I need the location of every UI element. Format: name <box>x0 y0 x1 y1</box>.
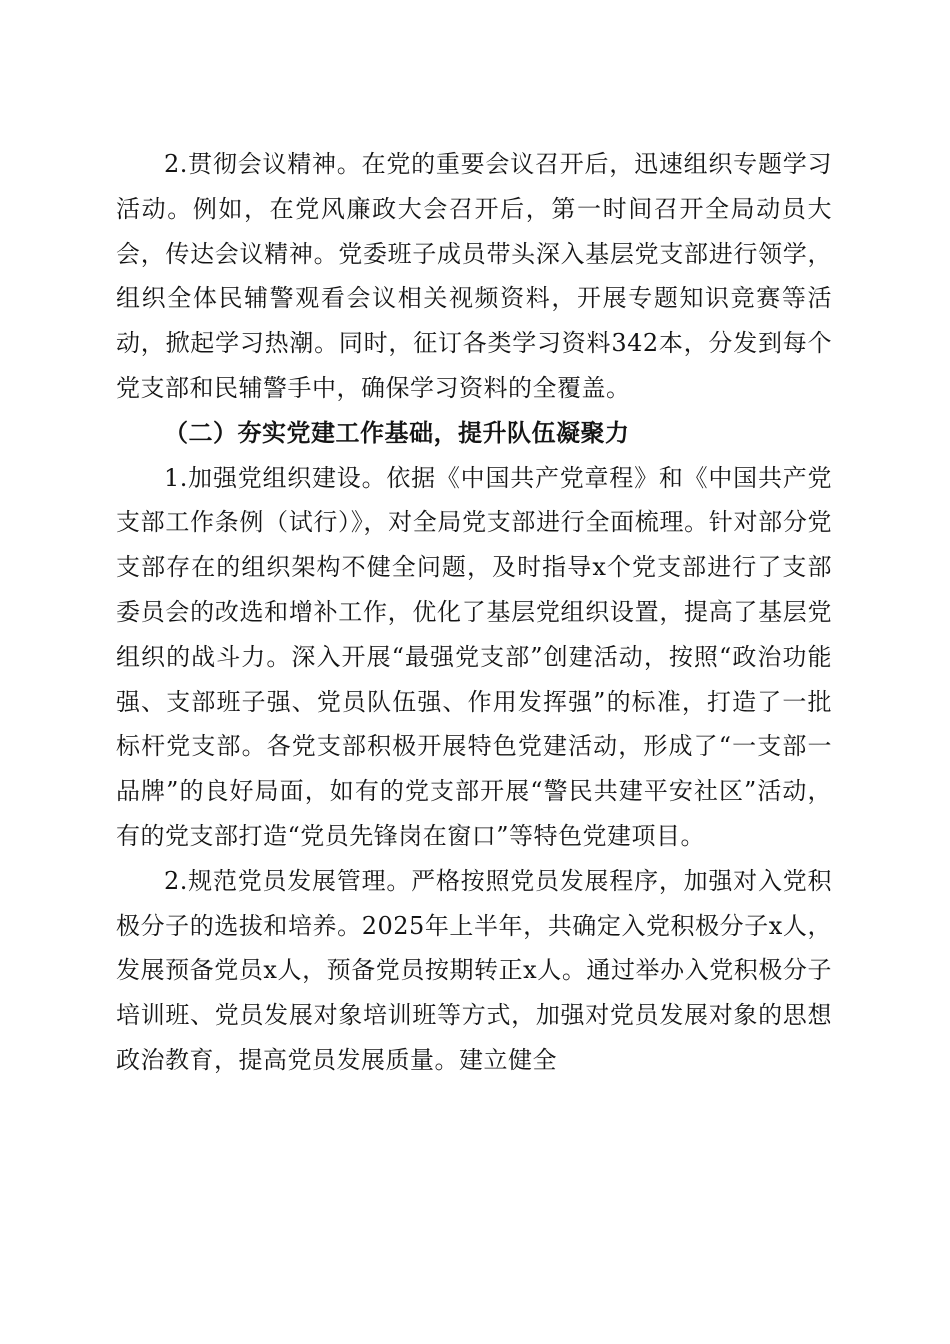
paragraph-standardize-member-development: 2.规范党员发展管理。严格按照党员发展程序，加强对入党积极分子的选拔和培养。2025年上半年，共确定入党积极分子x人，发展预备党员x人，预备党员按期转正x人。通过举办入党积极分子培训班、党员发展对象培训班等方式，加强对党员发展对象的思想政治教育，提高党员发展质量。建立健全 <box>116 866 832 1074</box>
document-body <box>116 142 832 1083</box>
section-heading-party-building-foundation: （二）夯实党建工作基础，提升队伍凝聚力 <box>164 417 630 447</box>
paragraph-implement-meeting-spirit: 2.贯彻会议精神。在党的重要会议召开后，迅速组织专题学习活动。例如，在党风廉政大会召开后，第一时间召开全局动员大会，传达会议精神。党委班子成员带头深入基层党支部进行领学，组织全体民辅警观看会议相关视频资料，开展专题知识竞赛等活动，掀起学习热潮。同时，征订各类学习资料342本，分发到每个党支部和民辅警手中，确保学习资料的全覆盖。 <box>116 150 832 402</box>
paragraph-strengthen-party-organization: 1.加强党组织建设。依据《中国共产党章程》和《中国共产党支部工作条例（试行）》，对全局党支部进行全面梳理。针对部分党支部存在的组织架构不健全问题，及时指导x个党支部进行了支部委员会的改选和增补工作，优化了基层党组织设置，提高了基层党组织的战斗力。深入开展“最强党支部”创建活动，按照“政治功能强、支部班子强、党员队伍强、作用发挥强”的标准，打造了一批标杆党支部。各党支部积极开展特色党建活动，形成了“一支部一品牌”的良好局面，如有的党支部开展“警民共建平安社区”活动，有的党支部打造“党员先锋岗在窗口”等特色党建项目。 <box>116 463 832 850</box>
